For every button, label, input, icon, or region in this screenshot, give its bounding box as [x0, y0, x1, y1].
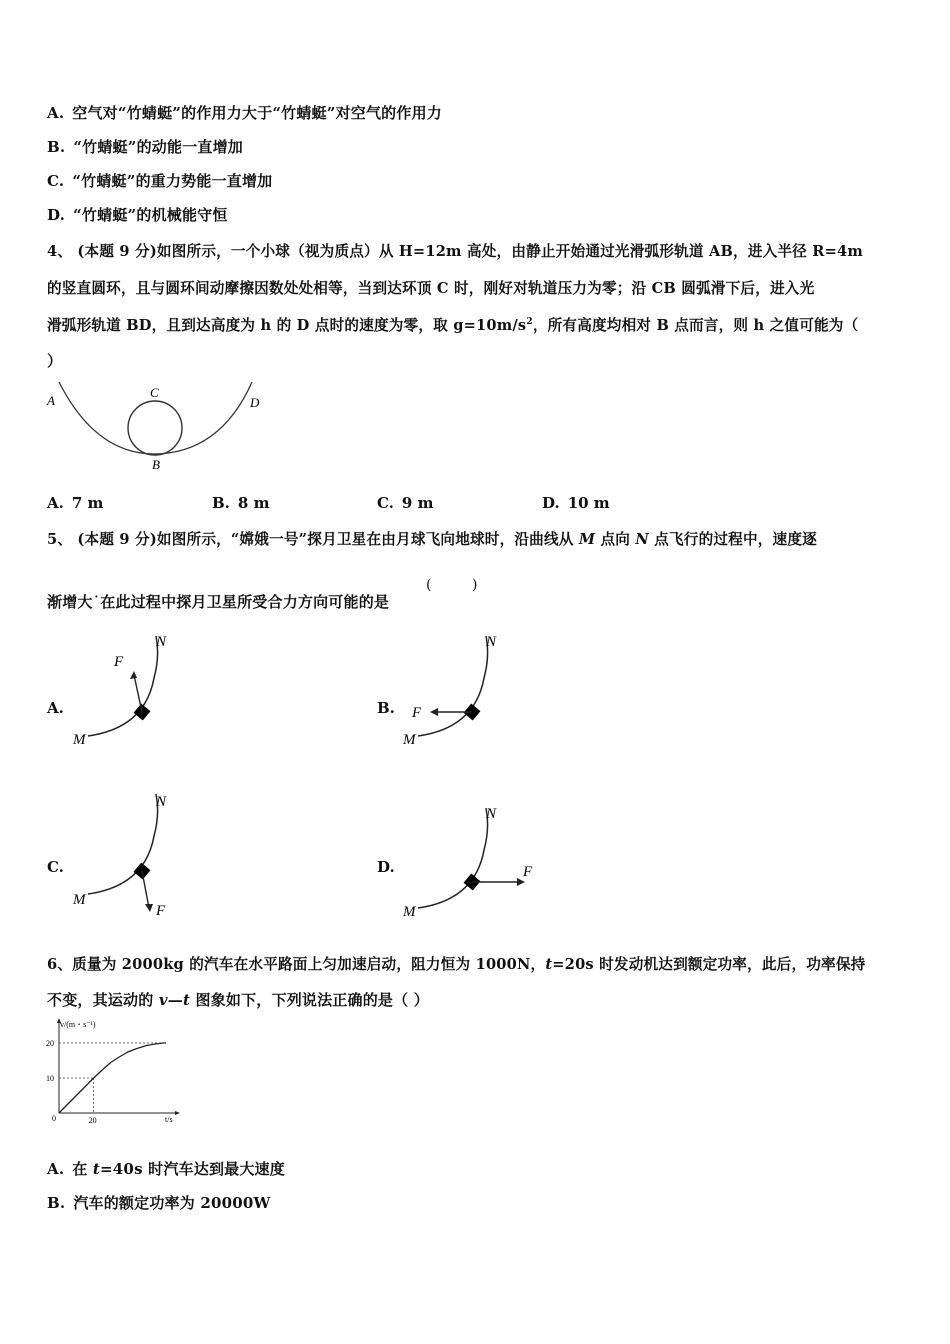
q3-option-b: B. “竹蜻蜓”的动能一直增加: [47, 138, 243, 156]
q6-option-a: A. 在 t=40s 时汽车达到最大速度: [47, 1160, 285, 1178]
label-c: C: [150, 385, 159, 400]
q6-text-line1: 6、质量为 2000kg 的汽车在水平路面上匀加速启动，阻力恒为 1000N，t=20s 时发动机达到额定功率，此后，功率保持: [47, 956, 866, 973]
x-axis-arrowhead: [175, 1111, 180, 1115]
trajectory-curve: [88, 636, 158, 736]
q5-figure-d: [400, 800, 550, 925]
q4-text-line2: 的竖直圆环，且与圆环间动摩擦因数处处相等，当到达环顶 C 时，刚好对轨道压力为零；沿 CB 圆弧滑下后，进入光: [47, 280, 815, 297]
q5-figure-b: [400, 628, 530, 753]
q5-text-line1: 5、 (本题 9 分)如图所示，“嫦娥一号”探月卫星在由月球飞向地球时，沿曲线从 M 点向 N 点飞行的过程中，速度逐: [47, 531, 817, 548]
q5-text-line2: 渐增大˙在此过程中探月卫星所受合力方向可能的是: [47, 593, 390, 611]
label-m: M: [73, 732, 86, 748]
q4-text-line1: 4、 (本题 9 分)如图所示，一个小球（视为质点）从 H=12m 高处，由静止开始通过光滑弧形轨道 AB，进入半径 R=4m: [47, 243, 864, 260]
q4-text-line3: 滑弧形轨道 BD，且到达高度为 h 的 D 点时的速度为零，取 $g=10m/s^2$，所有高度均相对 B 点而言，则 h 之值可能为（: [47, 317, 859, 334]
q5-figure-c: [70, 788, 200, 923]
label-d: D: [250, 395, 260, 410]
q4-option-b: B. 8 m: [212, 494, 270, 512]
q4-option-c: C. 9 m: [377, 494, 434, 512]
label-m: M: [403, 904, 416, 920]
y-axis-label: v/(m・s⁻¹): [60, 1020, 96, 1029]
label-f: F: [156, 903, 166, 919]
q3-option-a: A. 空气对“竹蜻蜓”的作用力大于“竹蜻蜓”对空气的作用力: [47, 104, 442, 122]
q5-option-d-label: D.: [377, 858, 395, 876]
label-f: F: [523, 864, 533, 880]
q5-paren-open: (: [426, 577, 432, 593]
tick-label-y20: 20: [46, 1039, 54, 1048]
tick-label-y10: 10: [46, 1074, 54, 1083]
label-f: F: [412, 705, 422, 721]
label-n: N: [156, 634, 167, 650]
q4-track-figure: [45, 378, 267, 474]
q4-option-a: A. 7 m: [47, 494, 104, 512]
force-arrow: [142, 871, 149, 908]
q5-option-b-label: B.: [377, 699, 395, 717]
label-m: M: [403, 732, 416, 748]
label-n: N: [486, 806, 497, 822]
q5-option-c-label: C.: [47, 858, 64, 876]
q6-text-line2: 不变，其运动的 v—t 图象如下，下列说法正确的是（ ）: [47, 991, 429, 1009]
arrowhead: [130, 671, 137, 679]
q3-option-c: C. “竹蜻蜓”的重力势能一直增加: [47, 172, 273, 190]
origin-label: 0: [52, 1114, 56, 1123]
force-arrow: [134, 675, 142, 712]
label-f: F: [114, 654, 124, 670]
label-b: B: [152, 457, 160, 472]
q4-text-line4: ）: [47, 352, 63, 370]
q5-figure-a: [70, 628, 200, 753]
trajectory-curve: [88, 794, 158, 894]
trajectory-curve: [418, 808, 488, 908]
arrowhead: [430, 708, 438, 716]
q5-paren-close: ): [472, 577, 478, 593]
label-m: M: [73, 892, 86, 908]
x-axis-label: t/s: [165, 1115, 173, 1124]
q6-vt-chart: [45, 1016, 185, 1128]
q6-option-b: B. 汽车的额定功率为 20000W: [47, 1194, 271, 1212]
label-n: N: [156, 794, 167, 810]
label-a: A: [47, 393, 55, 408]
trajectory-curve: [418, 636, 488, 736]
tick-label-x20: 20: [88, 1116, 97, 1125]
q3-option-d: D. “竹蜻蜓”的机械能守恒: [47, 206, 228, 224]
arrowhead: [145, 904, 153, 912]
q4-option-d: D. 10 m: [542, 494, 610, 512]
label-n: N: [486, 634, 497, 650]
q5-option-a-label: A.: [47, 699, 64, 717]
